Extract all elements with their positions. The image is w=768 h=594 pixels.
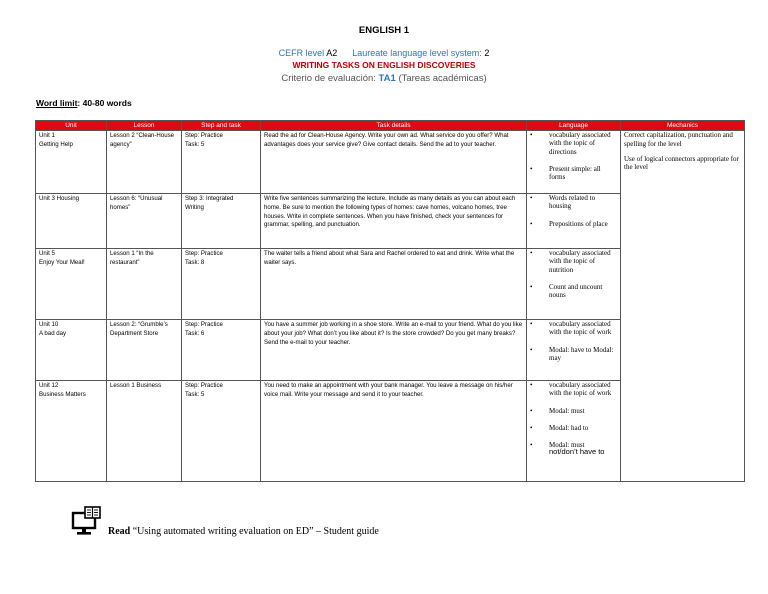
- language-cell: [527, 249, 621, 320]
- laureate-label: Laureate language level system:: [352, 48, 482, 58]
- criterio-label: Criterio de evaluación:: [281, 73, 376, 84]
- column-header: Language: [527, 121, 621, 131]
- criterio-desc: (Tareas académicas): [398, 73, 487, 84]
- table-row: [36, 131, 745, 194]
- mechanics-item: Correct capitalization, punctuation and spelling for the level: [624, 131, 733, 148]
- lesson-cell: Lesson 1 Business: [107, 381, 182, 482]
- task-label: Task: 6: [185, 329, 205, 337]
- step-label: Step: Practice: [185, 321, 223, 329]
- task-details-cell: The waiter tells a friend about what Sara and Rachel ordered to eat and drink. Write what the waiter says.: [261, 249, 527, 320]
- task-details-cell: You need to make an appointment with your bank manager. You leave a message on his/her voice mail. Write your message and send it to your teacher.: [261, 381, 527, 482]
- mechanics-item: Use of logical connectors appropriate for the level: [624, 155, 739, 172]
- task-details-cell: You have a summer job working in a shoe store. Write an e-mail to your friend. What do you like about your job? What don’t you like about it? Is the store crowded? Do you get many breaks? Send the e-mail to your teacher.: [261, 320, 527, 381]
- cefr-label: CEFR level: [278, 48, 325, 58]
- unit-cell: [36, 194, 107, 249]
- table-header-row: [36, 121, 745, 131]
- language-item: • vocabulary associated with the topic of work: [530, 381, 612, 398]
- language-cell: [527, 131, 621, 194]
- unit-cell: [36, 320, 107, 381]
- step-cell: [182, 381, 261, 482]
- cefr-value: A2: [326, 48, 338, 58]
- unit-name: Business Matters: [39, 390, 86, 398]
- language-item: • Modal: had to: [530, 423, 589, 432]
- language-cell: [527, 381, 621, 482]
- step-cell: [182, 194, 261, 249]
- writing-tasks-title: WRITING TASKS ON ENGLISH DISCOVERIES: [292, 60, 476, 70]
- column-header: Mechanics: [621, 121, 745, 131]
- language-item: • vocabulary associated with the topic of directions: [530, 131, 611, 156]
- unit-number: Unit 10: [39, 321, 59, 329]
- word-limit: [36, 98, 132, 108]
- student-guide-text: [108, 526, 379, 537]
- unit-cell: [36, 249, 107, 320]
- writing-tasks-table: [35, 120, 745, 482]
- laureate-value: 2: [484, 48, 490, 58]
- language-item: • Prepositions of place: [530, 219, 608, 228]
- unit-cell: [36, 381, 107, 482]
- task-label: Task: 5: [185, 390, 205, 398]
- language-item: • Count and uncount nouns: [530, 282, 603, 300]
- level-line: [0, 48, 768, 58]
- language-item: • Modal: must not/don’t have to: [529, 441, 618, 457]
- step-label: Step 3: Integrated: [185, 195, 234, 203]
- language-cell: [527, 320, 621, 381]
- language-item: • vocabulary associated with the topic of work: [530, 320, 612, 337]
- column-header: Unit: [36, 121, 107, 131]
- computer-book-icon: [70, 506, 104, 540]
- language-item-continuation: not/don’t have to: [549, 447, 605, 457]
- document-title: ENGLISH 1: [358, 25, 410, 36]
- lesson-cell: Lesson 2 “Clean-House agency”: [107, 131, 182, 194]
- unit-name: A bad day: [39, 329, 67, 337]
- language-item: • Words related to housing: [530, 194, 596, 211]
- step-cell: [182, 249, 261, 320]
- word-limit-label: Word limit: [36, 98, 78, 108]
- criterio-line: [0, 73, 768, 84]
- word-limit-value: : 40-80 words: [77, 98, 132, 108]
- unit-number: Unit 1: [39, 132, 55, 140]
- guide-title: “Using automated writing evaluation on ED” – Student guide: [132, 526, 379, 537]
- step-cell: [182, 320, 261, 381]
- unit-name: Getting Help: [39, 140, 73, 148]
- language-item: • Modal: have to Modal: may: [530, 345, 614, 362]
- step-cell: [182, 131, 261, 194]
- unit-number: Unit 12: [39, 382, 59, 390]
- lesson-cell: Lesson 2: “Grumble’s Department Store: [107, 320, 182, 381]
- column-header: Step and task: [182, 121, 261, 131]
- column-header: Task details: [261, 121, 527, 131]
- language-item: • vocabulary associated with the topic of nutrition: [530, 249, 611, 274]
- task-label: Task: 8: [185, 258, 205, 266]
- unit-name: Enjoy Your Meal!: [39, 258, 85, 266]
- step-label: Step: Practice: [185, 250, 223, 258]
- task-label: Task: 5: [185, 140, 205, 148]
- read-label: Read: [108, 526, 131, 537]
- step-label: Step: Practice: [185, 382, 223, 390]
- unit-number: Unit 5: [39, 250, 55, 258]
- task-details-cell: Read the ad for Clean-House Agency. Write your own ad. What service do you offer? What advantages does your service give? Give contact details. Send the ad to your teacher.: [261, 131, 527, 194]
- unit-cell: [36, 131, 107, 194]
- language-cell: [527, 194, 621, 249]
- column-header: Lesson: [107, 121, 182, 131]
- language-item: • Modal: must: [530, 406, 585, 415]
- unit-number: Unit 3 Housing: [39, 195, 79, 203]
- mechanics-cell: [621, 131, 745, 482]
- task-label: Writing: [185, 203, 204, 211]
- criterio-code: TA1: [378, 73, 396, 84]
- lesson-cell: Lesson 1 “In the restaurant”: [107, 249, 182, 320]
- step-label: Step: Practice: [185, 132, 223, 140]
- lesson-cell: Lesson 6: “Unusual homes”: [107, 194, 182, 249]
- task-details-cell: Write five sentences summarizing the lecture. Include as many details as you can about each home. Be sure to mention the following types of homes: cave homes, volcano homes, tree houses. Write in complete sentences. When you have finished, check your sentences for grammar, spelling, and punctuation.: [261, 194, 527, 249]
- language-item: • Present simple: all forms: [530, 164, 601, 182]
